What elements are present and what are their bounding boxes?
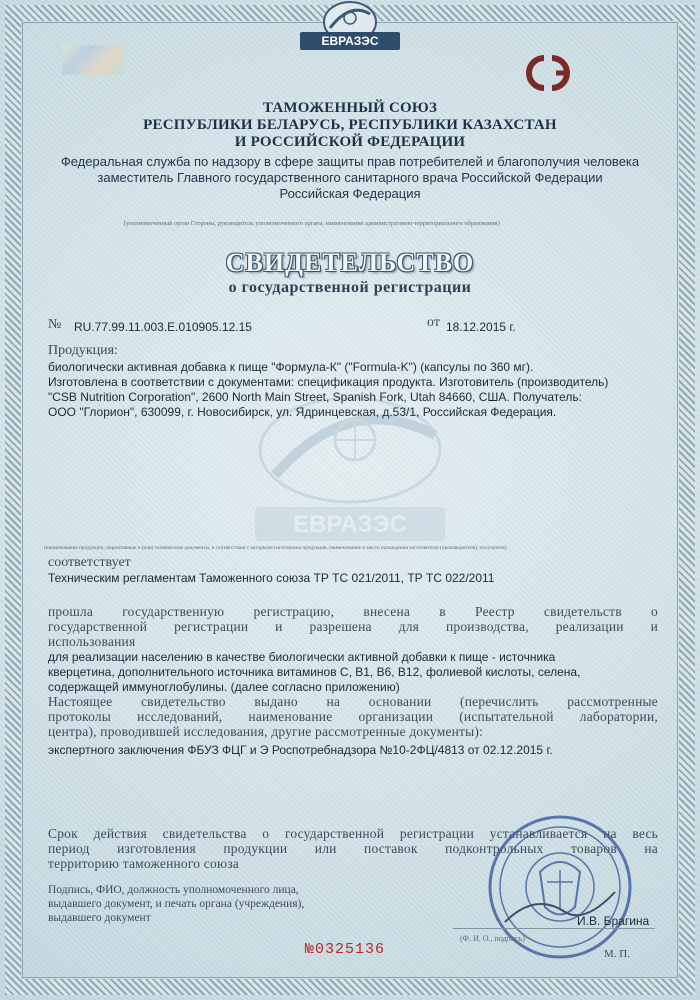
se-conformity-mark-icon: [516, 52, 580, 94]
signature-line: Подпись, ФИО, должность уполномоченного лица,: [48, 884, 299, 896]
basis-line: Настоящее свидетельство выдано на основании (перечислить рассмотренные: [48, 694, 658, 709]
header-line-3: И РОССИЙСКОЙ ФЕДЕРАЦИИ: [234, 134, 466, 150]
number-label: №: [48, 317, 62, 332]
product-label: Продукция:: [48, 343, 118, 358]
document-subtitle: о государственной регистрации: [228, 279, 472, 296]
basis-line: протоколы исследований, наименование организации (испытательной лаборатории,: [48, 709, 658, 724]
agency-line-3: Российская Федерация: [279, 186, 421, 201]
validity-line: территорию таможенного союза: [48, 856, 239, 871]
serial-number: №0325136: [305, 941, 386, 958]
usage-line: для реализации населению в качестве биологически активной добавки к пище - источника: [48, 650, 556, 664]
eurasec-emblem-icon: [290, 0, 410, 55]
product-caption: (наименование продукции, нормативные и (или) технические документы, в соответствии с которыми изготовлена продукция, наименование и место нахождения изготовителя (производителя), получателя): [44, 545, 507, 551]
signature-caption: [48, 883, 368, 925]
header-line-1: ТАМОЖЕННЫЙ СОЮЗ: [262, 100, 438, 116]
signature-line: выдавшего документ: [48, 912, 151, 924]
agency-caption: (уполномоченный орган Стороны, руководитель уполномоченного органа, наименование административно-территориального образования): [124, 220, 500, 227]
usage-description: [48, 650, 658, 695]
product-line: "CSB Nutrition Corporation", 2600 North Main Street, Spanish Fork, Utah 84660, США. Получатель:: [48, 390, 582, 404]
registration-number: RU.77.99.11.003.Е.010905.12.15: [74, 320, 252, 334]
product-line: ООО "Глорион", 630099, г. Новосибирск, ул. Ядринцевская, д.53/1, Российская Федерация.: [48, 405, 557, 419]
registration-line: использования: [48, 634, 136, 649]
conforms-value: Техническим регламентам Таможенного союза ТР ТС 021/2011, ТР ТС 022/2011: [48, 571, 495, 585]
header-line-2: РЕСПУБЛИКИ БЕЛАРУСЬ, РЕСПУБЛИКИ КАЗАХСТАН: [143, 117, 557, 133]
hologram-sticker-icon: [62, 45, 124, 75]
date-label: от: [427, 315, 440, 330]
agency-line-2: заместитель Главного государственного санитарного врача Российской Федерации: [97, 170, 603, 185]
usage-line: кверцетина, дополнительного источника витаминов С, В1, В6, В12, фолиевой кислоты, селена,: [48, 665, 581, 679]
product-line: Изготовлена в соответствии с документами: спецификация продукта. Изготовитель (производитель): [48, 375, 609, 389]
name-caption: (Ф. И. О., подпись): [460, 934, 526, 943]
registration-statement: [48, 604, 658, 649]
seal-place-label: М. П.: [604, 948, 630, 960]
registration-date: 18.12.2015 г.: [446, 320, 516, 334]
basis-line: центра), проводившей исследования, другие рассмотренные документы):: [48, 724, 484, 739]
signature-underline: [453, 928, 655, 929]
basis-statement: [48, 694, 658, 739]
registration-line: прошла государственную регистрацию, внесена в Реестр свидетельств о: [48, 604, 658, 619]
product-description: [48, 360, 658, 420]
product-line: биологически активная добавка к пище "Формула-К" ("Formula-K") (капсулы по 360 мг).: [48, 360, 534, 374]
usage-line: содержащей иммуноглобулины. (далее согласно приложению): [48, 680, 400, 694]
watermark-text: ЕВРАЗЭС: [292, 511, 408, 538]
conforms-label: соответствует: [48, 555, 131, 570]
validity-line: Срок действия свидетельства о государственной регистрации устанавливается на весь: [48, 826, 658, 841]
registration-line: государственной регистрации и разрешена для производства, реализации и: [48, 619, 658, 634]
agency-line-1: Федеральная служба по надзору в сфере защиты прав потребителей и благополучия человека: [60, 154, 640, 169]
validity-line: период изготовления продукции или поставок подконтрольных товаров на: [48, 841, 658, 856]
agency-block: [40, 154, 660, 202]
signatory-name: И.В. Брагина: [577, 914, 650, 928]
logo-text: ЕВРАЗЭС: [321, 34, 379, 48]
document-title: СВИДЕТЕЛЬСТВО: [225, 248, 475, 277]
basis-value: экспертного заключения ФБУЗ ФЦГ и Э Роспотребнадзора №10-2ФЦ/4813 от 02.12.2015 г.: [48, 743, 553, 757]
signature-line: выдавшего документ, и печать органа (учреждения),: [48, 898, 305, 910]
